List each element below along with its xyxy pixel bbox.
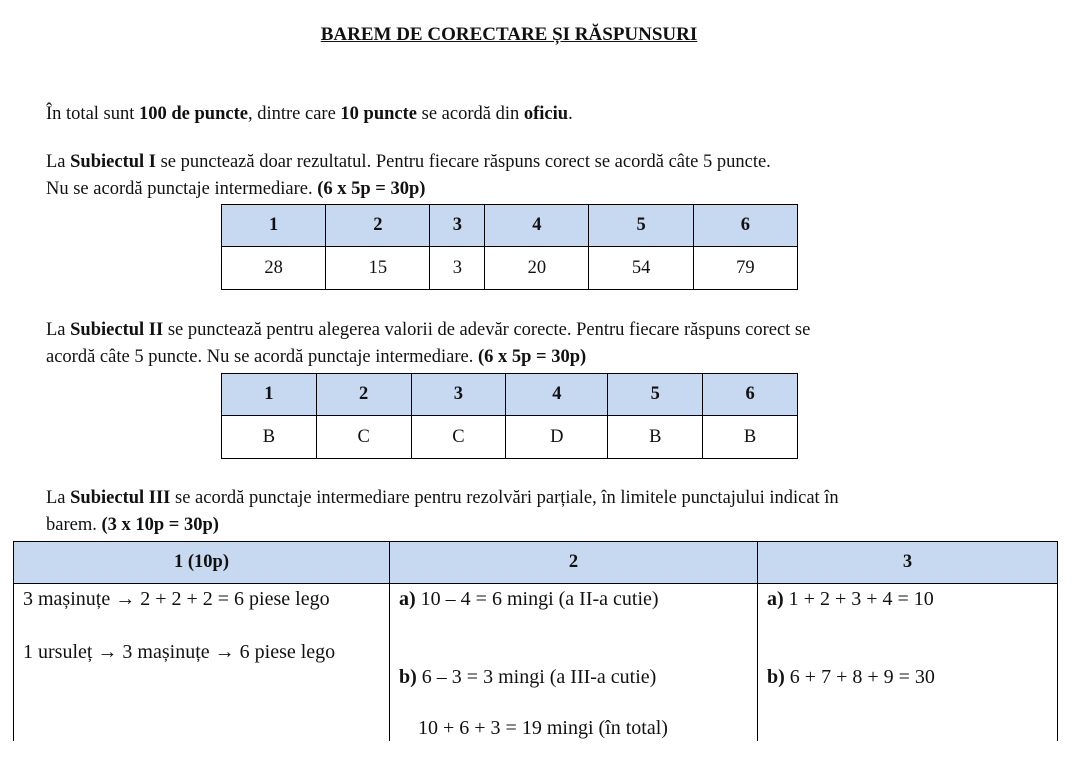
intro-total-points: 100 de puncte [139,104,248,124]
table-header-cell: 2 [316,374,411,416]
table-header-cell: 2 [326,205,430,247]
table-header-cell: 6 [693,205,797,247]
table-header-cell: 5 [608,374,703,416]
table-cell: 15 [326,247,430,290]
intro-text: se acordă din [417,104,524,124]
solution-line: 1 ursuleț → 3 mașinuțe → 6 piese lego [23,641,336,663]
intro-text: , dintre care [247,104,341,124]
subject-2-label: Subiectul II [70,320,164,340]
part-b-label: b) [767,666,785,688]
subject-3-label: Subiectul III [70,488,171,508]
table-header-row [14,542,1058,584]
table-header-row [222,374,798,416]
solution-line: 3 mașinuțe → 2 + 2 + 2 = 6 piese lego [23,588,330,610]
subject-1-label: Subiectul I [70,152,156,172]
table-header-cell: 4 [506,374,608,416]
instruction-text: se punctează pentru alegerea valorii de adevăr corecte. Pentru fiecare răspuns corect se [163,320,811,340]
instruction-text: Nu se acordă punctaje intermediare. [46,179,318,199]
part-a-label: a) [399,588,416,610]
table-cell: C [411,416,506,459]
table-cell: 79 [693,247,797,290]
table-cell: B [608,416,703,459]
subject-2-instructions [46,317,810,371]
table-cell: C [316,416,411,459]
intro-paragraph [46,101,573,128]
solution-cell-1 [14,584,390,742]
part-b-text: 6 – 3 = 3 mingi (a III-a cutie) [416,666,657,688]
table-header-cell: 1 [222,374,317,416]
table-header-cell: 3 [430,205,485,247]
table-row [222,416,798,459]
subject-3-instructions [46,485,839,539]
subject-2-answer-table [221,373,798,459]
table-cell: 3 [430,247,485,290]
solution-line [767,666,935,689]
table-cell: B [703,416,798,459]
table-header-cell: 2 [390,542,758,584]
table-header-row [222,205,798,247]
table-header-cell: 3 [758,542,1058,584]
instruction-text: barem. [46,515,102,535]
table-header-cell: 6 [703,374,798,416]
instruction-text: se acordă punctaje intermediare pentru rezolvări parțiale, în limitele punctajului indicat în [170,488,839,508]
part-b-text: 6 + 7 + 8 + 9 = 30 [784,666,935,688]
subject-1-instructions [46,149,771,203]
subject-3-answer-table [13,541,1058,741]
subject-1-answer-table [221,204,798,290]
table-header-cell: 5 [589,205,693,247]
subject-3-score: (3 x 10p = 30p) [101,515,219,535]
part-a-text: 1 + 2 + 3 + 4 = 10 [783,588,934,610]
table-header-cell: 3 [411,374,506,416]
instruction-text: acordă câte 5 puncte. Nu se acordă punctaje intermediare. [46,347,478,367]
page-title: BAREM DE CORECTARE ȘI RĂSPUNSURI [320,24,698,45]
solution-line [767,588,934,611]
instruction-text: se punctează doar rezultatul. Pentru fiecare răspuns corect se acordă câte 5 puncte. [155,152,771,172]
part-a-label: a) [767,588,784,610]
solution-line [399,588,659,611]
table-header-cell: 1 [222,205,326,247]
table-cell: D [506,416,608,459]
intro-office-points: 10 puncte [340,104,417,124]
table-cell: B [222,416,317,459]
part-b-label: b) [399,666,417,688]
subject-1-score: (6 x 5p = 30p) [317,179,426,199]
intro-text: În total sunt [46,104,140,124]
table-cell: 20 [485,247,589,290]
table-row [14,584,1058,742]
table-cell: 54 [589,247,693,290]
solution-cell-3 [758,584,1058,742]
subject-2-score: (6 x 5p = 30p) [477,347,587,367]
instruction-text: La [46,152,71,172]
part-a-text: 10 – 4 = 6 mingi (a II-a cutie) [415,588,659,610]
solution-cell-2 [390,584,758,742]
solution-line [399,666,656,689]
intro-office: oficiu [523,104,569,124]
instruction-text: La [46,488,71,508]
intro-text: . [568,104,573,124]
table-cell: 28 [222,247,326,290]
table-header-cell: 4 [485,205,589,247]
table-header-cell: 1 (10p) [14,542,390,584]
table-row [222,247,798,290]
instruction-text: La [46,320,71,340]
solution-total-line: 10 + 6 + 3 = 19 mingi (în total) [418,717,668,739]
